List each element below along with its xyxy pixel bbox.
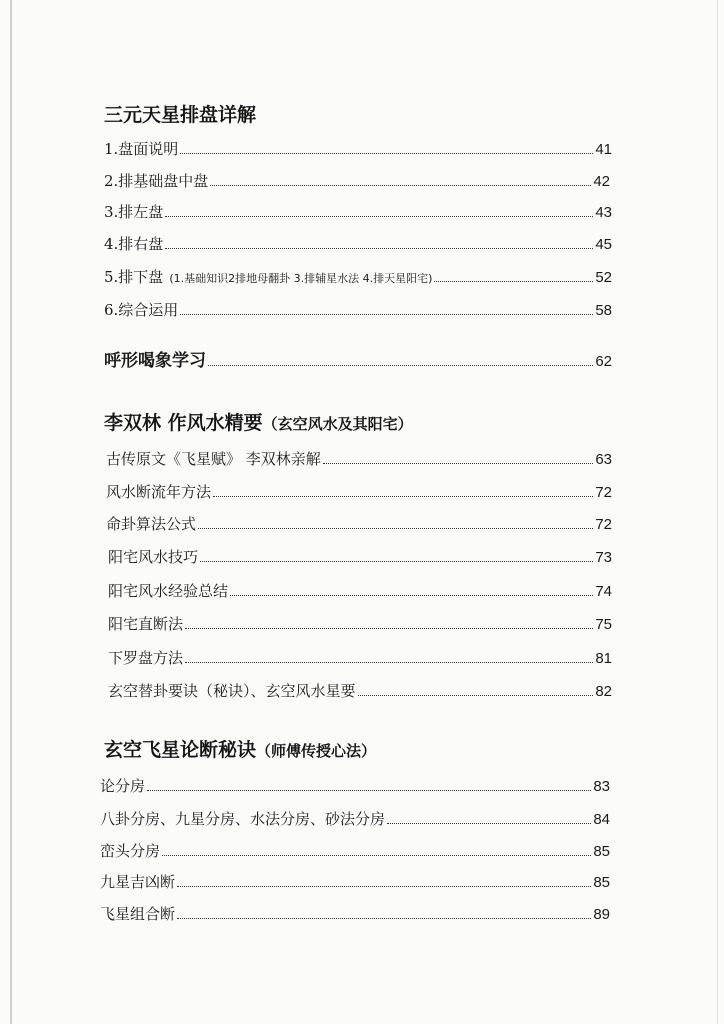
dot-leader xyxy=(165,248,593,249)
section-heading xyxy=(104,735,376,762)
entry-page-number: 58 xyxy=(595,302,612,319)
toc-entry[interactable] xyxy=(108,546,612,567)
dot-leader xyxy=(208,365,593,366)
entry-label: 6.综合运用 xyxy=(104,301,179,319)
section-heading xyxy=(104,100,256,127)
entry-label: 1.盘面说明 xyxy=(104,140,179,158)
toc-entry[interactable] xyxy=(106,513,612,534)
entry-label: 风水断流年方法 xyxy=(106,483,212,501)
entry-page-number: 74 xyxy=(595,583,612,600)
toc-entry[interactable] xyxy=(108,613,612,634)
dot-leader xyxy=(323,463,594,464)
entry-label: 玄空替卦要诀（秘诀）、玄空风水星要 xyxy=(108,682,356,700)
dot-leader xyxy=(387,823,591,824)
entry-page-number: 42 xyxy=(593,173,610,190)
section-heading xyxy=(104,408,413,435)
toc-entry[interactable] xyxy=(108,580,612,601)
entry-page-number: 72 xyxy=(595,516,612,533)
dot-leader xyxy=(185,662,593,663)
toc-entry[interactable] xyxy=(104,299,612,320)
dot-leader xyxy=(180,314,593,315)
entry-label: 阳宅直断法 xyxy=(108,615,184,633)
entry-page-number: 73 xyxy=(595,549,612,566)
toc-entry-major[interactable] xyxy=(104,346,612,371)
entry-label: 2.排基础盘中盘 xyxy=(104,172,209,190)
dot-leader xyxy=(165,216,593,217)
entry-label: 古传原文《飞星赋》 李双林亲解 xyxy=(106,450,321,468)
entry-page-number: 52 xyxy=(595,269,612,286)
entry-label: 飞星组合断 xyxy=(100,905,176,923)
entry-page-number: 43 xyxy=(595,204,612,221)
toc-entry[interactable] xyxy=(104,170,610,191)
section-subtitle: （玄空风水及其阳宅） xyxy=(262,415,413,433)
toc-entry[interactable] xyxy=(104,266,612,287)
entry-page-number: 45 xyxy=(595,236,612,253)
entry-label: 3.排左盘 xyxy=(104,203,164,221)
entry-label: 命卦算法公式 xyxy=(106,515,197,533)
entry-label: 下罗盘方法 xyxy=(108,649,184,667)
dot-leader xyxy=(198,528,593,529)
entry-page-number: 81 xyxy=(595,650,612,667)
toc-entry[interactable] xyxy=(100,871,610,892)
dot-leader xyxy=(200,561,593,562)
entry-label: 峦头分房 xyxy=(100,842,161,860)
entry-note: (1.基础知识2排地母翻卦 3.排辅星水法 4.排天星阳宅) xyxy=(169,272,433,285)
entry-page-number: 75 xyxy=(595,616,612,633)
toc-entry[interactable] xyxy=(108,680,612,701)
toc-entry[interactable] xyxy=(100,808,610,829)
entry-page-number: 84 xyxy=(593,811,610,828)
section-title: 呼形喝象学习 xyxy=(104,351,206,371)
toc-entry[interactable] xyxy=(108,647,612,668)
entry-page-number: 83 xyxy=(593,778,610,795)
dot-leader xyxy=(147,790,591,791)
entry-page-number: 82 xyxy=(595,683,612,700)
entry-page-number: 85 xyxy=(593,874,610,891)
entry-label: 九星吉凶断 xyxy=(100,873,176,891)
toc-entry[interactable] xyxy=(106,481,612,502)
dot-leader xyxy=(358,695,594,696)
entry-label: 4.排右盘 xyxy=(104,235,164,253)
entry-page-number: 62 xyxy=(595,353,612,370)
section-title: 三元天星排盘详解 xyxy=(104,104,257,126)
entry-page-number: 85 xyxy=(593,843,610,860)
toc-entry[interactable] xyxy=(100,903,610,924)
dot-leader xyxy=(177,918,591,919)
entry-label: 阳宅风水技巧 xyxy=(108,548,199,566)
entry-page-number: 72 xyxy=(595,484,612,501)
dot-leader xyxy=(185,628,593,629)
toc-entry[interactable] xyxy=(104,233,612,254)
dot-leader xyxy=(434,281,593,282)
entry-page-number: 63 xyxy=(595,451,612,468)
dot-leader xyxy=(210,185,591,186)
toc-entry[interactable] xyxy=(106,448,612,469)
dot-leader xyxy=(180,153,593,154)
entry-page-number: 41 xyxy=(595,141,612,158)
entry-label: 论分房 xyxy=(100,777,146,795)
section-title: 玄空飞星论断秘诀 xyxy=(104,739,257,761)
dot-leader xyxy=(177,886,591,887)
section-subtitle: （师傅传授心法） xyxy=(256,742,377,760)
toc-entry[interactable] xyxy=(104,201,612,222)
toc-entry[interactable] xyxy=(100,840,610,861)
toc-entry[interactable] xyxy=(100,775,610,796)
dot-leader xyxy=(213,496,593,497)
dot-leader xyxy=(230,595,593,596)
section-title: 李双林 作风水精要 xyxy=(104,412,263,434)
toc-entry[interactable] xyxy=(104,138,612,159)
entry-label: 八卦分房、九星分房、水法分房、砂法分房 xyxy=(100,810,386,828)
entry-label: 5.排下盘 xyxy=(104,268,164,286)
entry-page-number: 89 xyxy=(593,906,610,923)
entry-label: 阳宅风水经验总结 xyxy=(108,582,229,600)
dot-leader xyxy=(162,855,591,856)
